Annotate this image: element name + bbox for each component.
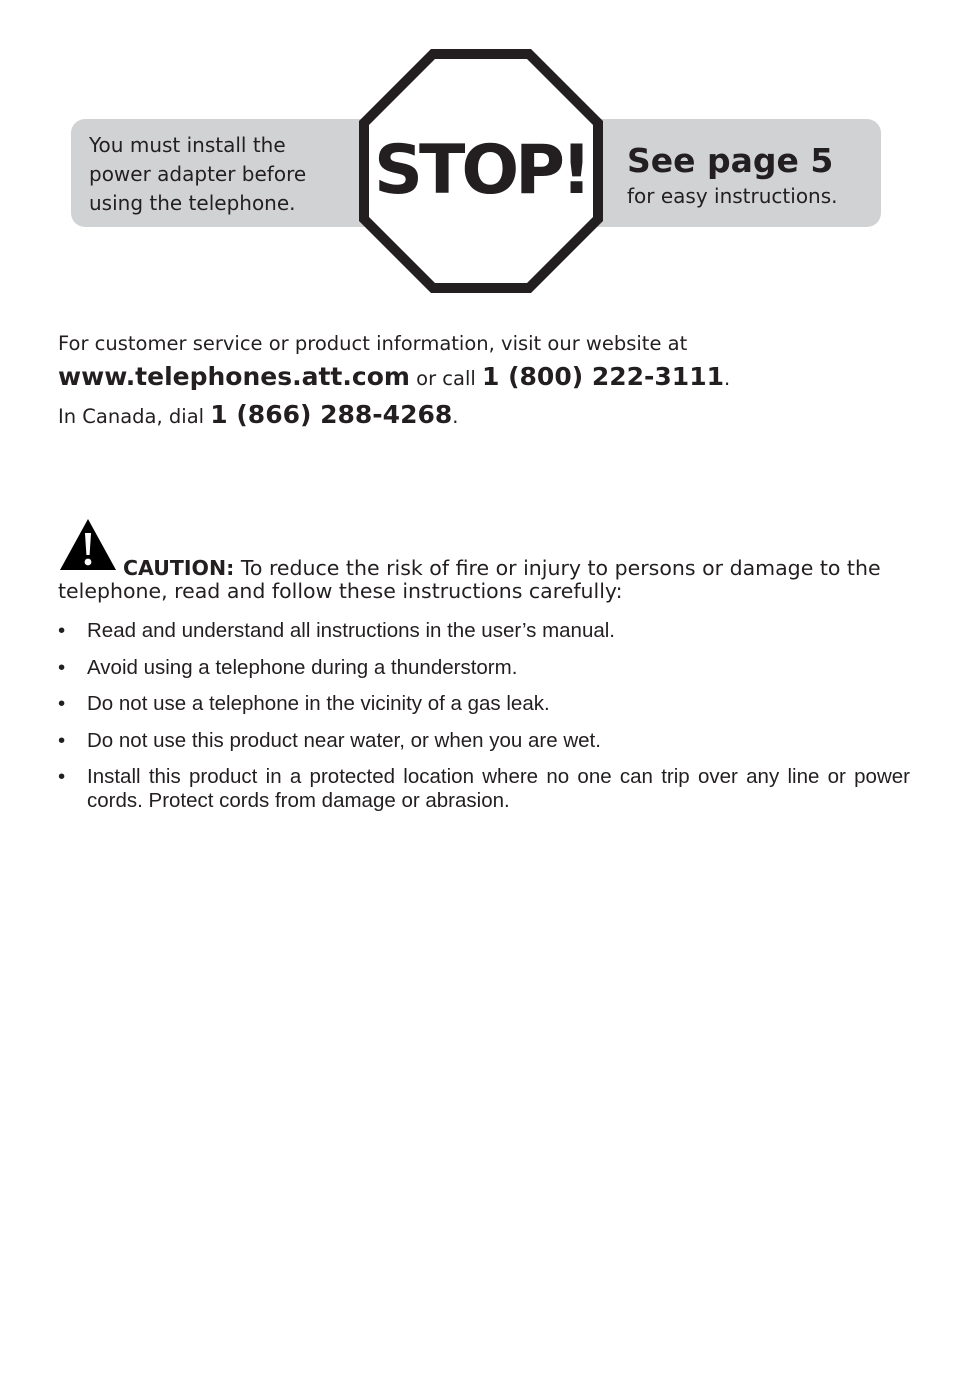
stop-heading: STOP! bbox=[373, 131, 588, 210]
install-adapter-note bbox=[89, 131, 354, 218]
list-item-text: Install this product in a protected location where no one can trip over any line or power cords. Protect cords from damage or abrasion. bbox=[87, 765, 910, 812]
bullet-mark: • bbox=[58, 655, 66, 679]
bullet-mark: • bbox=[58, 765, 66, 788]
service-intro: For customer service or product information, visit our website at bbox=[58, 332, 688, 355]
bullet-mark: • bbox=[58, 728, 66, 752]
us-phone-number: 1 (800) 222-3111 bbox=[482, 362, 724, 391]
list-item-text: Avoid using a telephone during a thunderstorm. bbox=[87, 655, 518, 679]
list-item bbox=[58, 765, 910, 813]
list-item bbox=[58, 729, 910, 753]
list-item bbox=[58, 692, 910, 716]
period: . bbox=[723, 367, 731, 390]
list-item bbox=[58, 656, 910, 680]
canada-line bbox=[58, 397, 918, 435]
period: . bbox=[452, 405, 459, 428]
or-call-text: or call bbox=[409, 367, 482, 390]
list-item-text: Do not use a telephone in the vicinity of a gas leak. bbox=[87, 692, 550, 715]
list-item bbox=[58, 619, 910, 643]
customer-service-info bbox=[58, 329, 918, 435]
stop-banner bbox=[0, 0, 954, 300]
see-page-subtitle: for easy instructions. bbox=[627, 184, 838, 208]
caution-label: CAUTION: bbox=[123, 556, 235, 580]
note-line: using the telephone. bbox=[89, 191, 296, 215]
safety-instructions-list bbox=[58, 619, 910, 826]
canada-prefix: In Canada, dial bbox=[58, 405, 211, 428]
see-page-title: See page 5 bbox=[627, 141, 834, 180]
caution-paragraph bbox=[58, 557, 888, 603]
canada-phone-number: 1 (866) 288-4268 bbox=[210, 400, 453, 429]
bullet-mark: • bbox=[58, 619, 66, 642]
website-link[interactable]: www.telephones.att.com bbox=[58, 362, 410, 391]
bullet-mark: • bbox=[58, 692, 66, 715]
list-item-text: Do not use this product near water, or when you are wet. bbox=[87, 728, 601, 752]
website-line bbox=[58, 359, 918, 397]
note-line: You must install the bbox=[89, 133, 286, 157]
note-line: power adapter before bbox=[89, 162, 307, 186]
caution-body: To reduce the risk of fire or injury to persons or damage to the telephone, read and follow these instructions carefully: bbox=[58, 556, 881, 603]
list-item-text: Read and understand all instructions in the user’s manual. bbox=[87, 619, 616, 642]
